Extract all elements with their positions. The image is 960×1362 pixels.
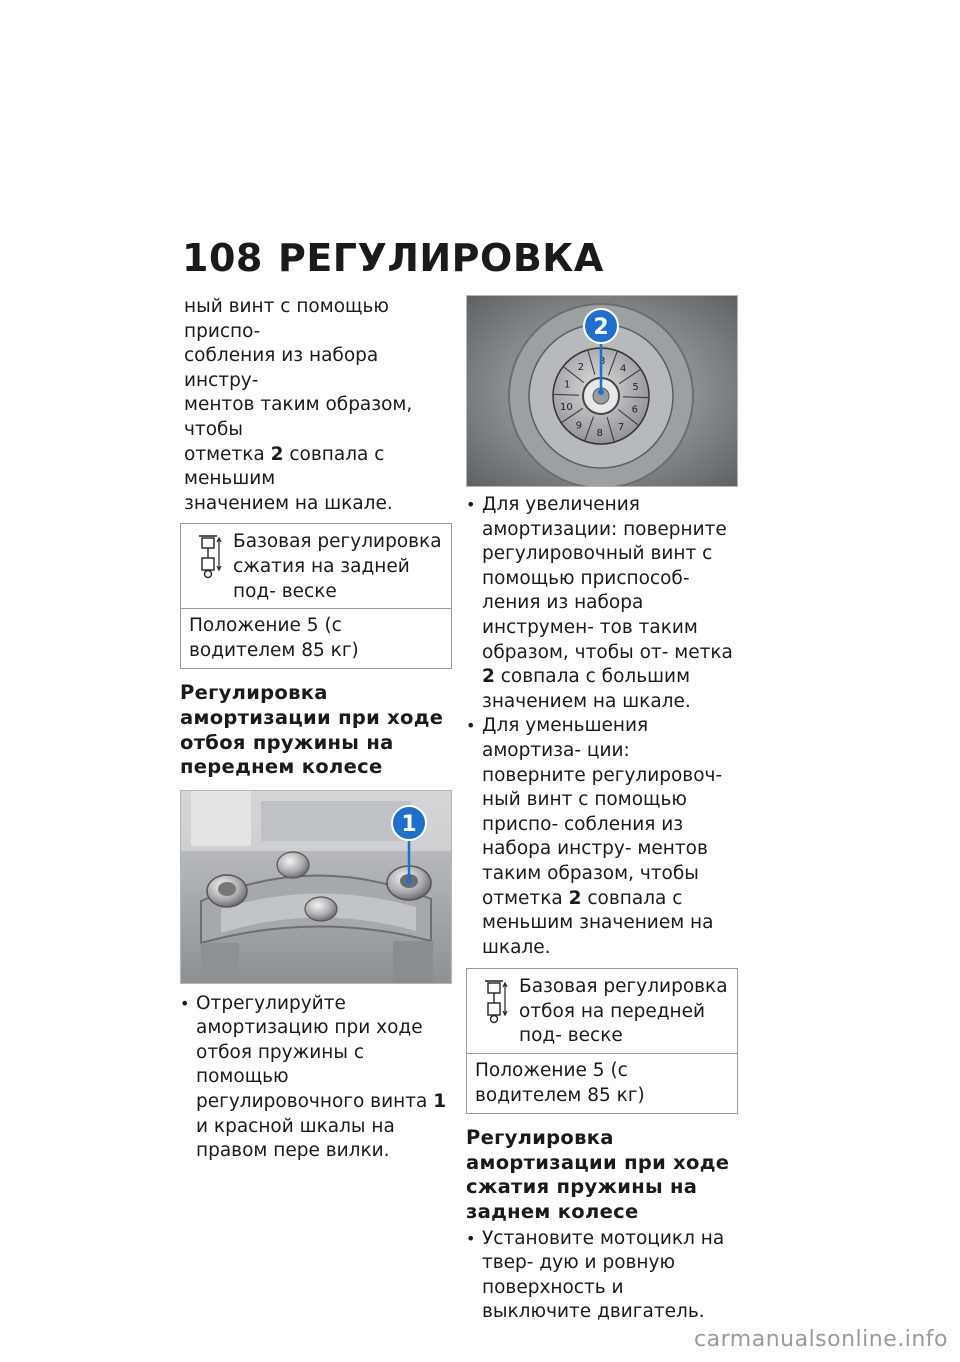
dial-number: 9: [575, 420, 582, 432]
intro-line-4: отметка 2 совпала с меньшим: [184, 443, 385, 490]
bullet-setup: • Установите мотоцикл на твер- дую и ровную поверхность и выключите двигатель.: [466, 1227, 738, 1325]
intro-line-5: значением на шкале.: [184, 492, 393, 514]
intro-line-3: ментов таким образом, чтобы: [184, 394, 413, 440]
bullet-increase-damping: • Для увеличения амортизации: поверните регулировочный винт с помощью приспособ- ления из набора инструмен- тов таким образом, чтобы от- метка 2 совпала с большим значением на шкале.: [466, 493, 738, 714]
spec-box-front-rebound: [466, 968, 738, 1114]
bullet-front-rebound: • Отрегулируйте амортизацию при ходе отбоя пружины с помощью регулировочного винта 1 и красной шкалы на правом пере вилки.: [180, 992, 452, 1164]
dial-number: 6: [631, 404, 638, 416]
ref-number: 2: [270, 443, 284, 465]
intro-line-1: ный винт с помощью приспо-: [184, 296, 389, 342]
spec-box-rear-compression: [180, 523, 452, 669]
section-heading-rear-compression: Регулировка амортизации при ходе сжатия пружины на заднем колесе: [466, 1126, 730, 1224]
watermark: carmanualsonline.info: [694, 1327, 948, 1352]
section-heading-front-rebound: Регулировка амортизации при ходе отбоя пружины на переднем колесе: [180, 681, 444, 779]
spec-value: Положение 5 (с водителем 85 кг): [189, 615, 359, 661]
callout-2: 2: [593, 315, 609, 340]
dial-number: 5: [632, 382, 639, 394]
page-header: [182, 236, 604, 286]
shock-absorber-icon: [193, 534, 223, 580]
intro-line-2: собления из набора инстру-: [184, 345, 379, 391]
dial-number: 3: [599, 356, 606, 367]
spec-title-text: Базовая регулировка сжатия на задней под- веске: [233, 531, 442, 602]
spec-value: Положение 5 (с водителем 85 кг): [475, 1060, 645, 1106]
dial-number: 10: [560, 401, 573, 413]
page-number: 108: [182, 236, 263, 280]
right-column: [466, 295, 738, 1325]
spec-title: [181, 524, 451, 609]
bullet-decrease-damping: • Для уменьшения амортиза- ции: поверните регулировоч- ный винт с помощью приспо- собления из набора инстру- ментов таким образом, чтобы отметка 2 совпала с меньшим значением на шкале.: [466, 714, 738, 960]
dial-number: 2: [577, 362, 585, 374]
dial-number: 8: [596, 428, 603, 439]
fork-top-photo: [180, 790, 452, 984]
dial-number: 7: [617, 421, 625, 433]
shock-absorber-icon: [479, 979, 509, 1025]
rear-dial-photo: [466, 295, 738, 487]
dial-number: 4: [620, 363, 627, 375]
dial-number: 1: [564, 379, 571, 391]
spec-title: [467, 969, 737, 1054]
spec-title-text: Базовая регулировка отбоя на передней под- веске: [519, 976, 728, 1047]
left-column: [180, 295, 452, 1164]
callout-1: 1: [401, 811, 417, 837]
chapter-title: РЕГУЛИРОВКА: [278, 236, 604, 280]
